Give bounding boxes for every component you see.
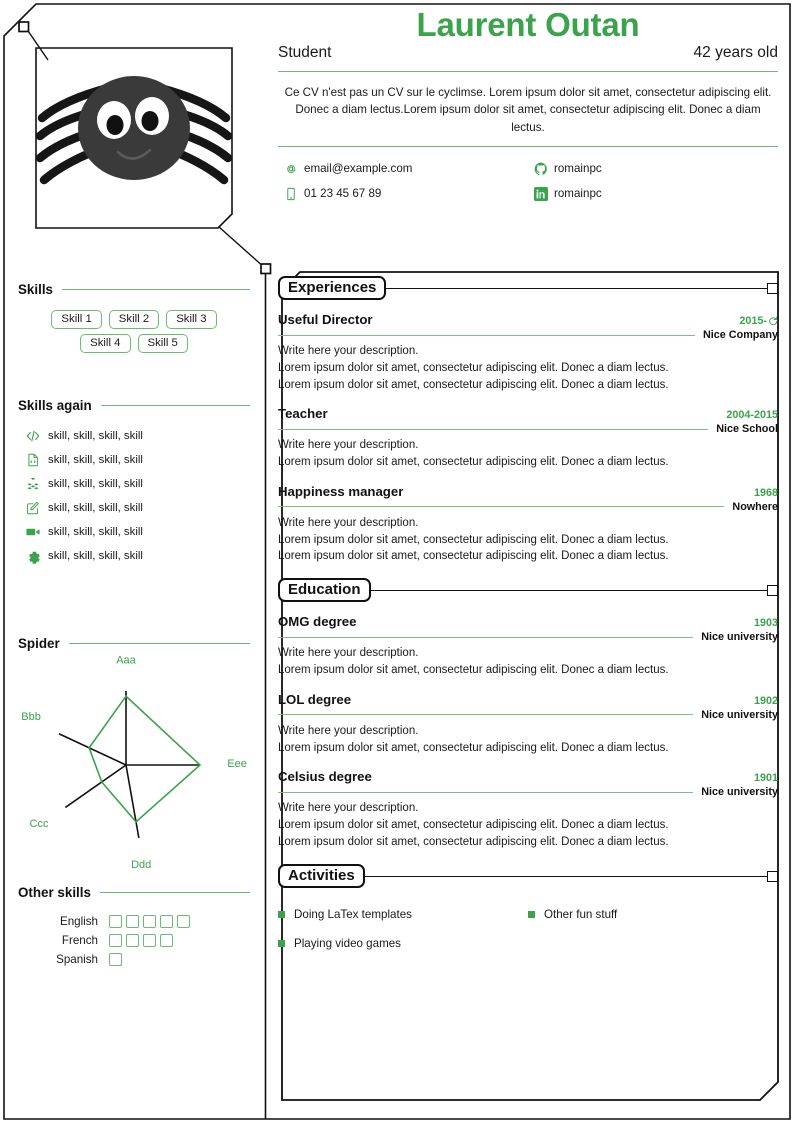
radar-axis-label: Ccc — [29, 818, 49, 831]
language-level-boxes — [109, 953, 122, 966]
section-knob — [767, 585, 778, 596]
cv-entry — [278, 312, 778, 393]
entry-rule — [278, 429, 708, 430]
spider-rule — [69, 643, 250, 644]
icon-skill-label: skill, skill, skill, skill — [48, 429, 143, 442]
entry-organization: Nice School — [716, 423, 778, 436]
cv-entry — [278, 769, 778, 850]
skills-again-section — [18, 398, 250, 564]
activity-label: Doing LaTex templates — [294, 907, 412, 921]
entry-description-line: Write here your description. — [278, 647, 419, 660]
role-label: Student — [278, 43, 332, 61]
entry-description-line: Lorem ipsum dolor sit amet, consectetur adipiscing elit. Donec a diam lectus. — [278, 533, 669, 546]
entry-org-row — [278, 631, 778, 643]
level-box — [160, 934, 173, 947]
entry-header — [278, 769, 778, 784]
icon-skill-label: skill, skill, skill, skill — [48, 549, 143, 562]
entry-org-row — [278, 329, 778, 341]
contact-item[interactable] — [278, 156, 528, 181]
entry-description-line: Write here your description. — [278, 724, 419, 737]
entry-header — [278, 484, 778, 499]
cv-entry — [278, 614, 778, 679]
radar-chart-svg — [18, 654, 250, 871]
language-levels — [18, 912, 250, 969]
entry-description-line: Lorem ipsum dolor sit amet, consectetur adipiscing elit. Donec a diam lectus. — [278, 456, 669, 469]
age-label: 42 years old — [693, 43, 778, 61]
skill-tag[interactable]: Skill 4 — [80, 334, 130, 353]
entry-organization: Nice university — [701, 786, 778, 799]
entry-description — [278, 723, 778, 757]
skills-section — [18, 282, 250, 353]
entry-title: Teacher — [278, 406, 328, 422]
icon-skill-item — [18, 499, 250, 516]
entry-description — [278, 437, 778, 471]
linkedin-icon — [528, 187, 554, 201]
contact-item[interactable] — [278, 181, 528, 206]
entry-organization: Nice university — [701, 708, 778, 721]
contact-item[interactable] — [528, 181, 778, 206]
entry-description-line: Lorem ipsum dolor sit amet, consectetur adipiscing elit. Donec a diam lectus. — [278, 835, 669, 848]
level-box — [143, 934, 156, 947]
icon-skill-item — [18, 523, 250, 540]
entry-header — [278, 312, 778, 327]
entry-description-line: Write here your description. — [278, 802, 419, 815]
radar-axis-label: Aaa — [116, 654, 136, 667]
contact-value: romainpc — [554, 162, 602, 176]
icon-skill-item — [18, 475, 250, 492]
skill-tag-row — [51, 310, 216, 329]
entry-description-line: Lorem ipsum dolor sit amet, consectetur adipiscing elit. Donec a diam lectus. — [278, 741, 669, 754]
entry-description-line: Lorem ipsum dolor sit amet, consectetur adipiscing elit. Donec a diam lectus. — [278, 361, 669, 374]
entry-date: 1903 — [753, 617, 778, 630]
skill-tag[interactable]: Skill 1 — [51, 310, 101, 329]
skills-again-rule — [101, 405, 250, 406]
entry-organization: Nice university — [701, 631, 778, 644]
divider-top — [278, 71, 778, 72]
entry-rule — [278, 335, 695, 336]
icon-skill-item — [18, 547, 250, 564]
section-title: Experiences — [278, 276, 386, 300]
level-box — [143, 915, 156, 928]
summary-text: Ce CV n'est pas un CV sur le cyclimse. Lorem ipsum dolor sit amet, consectetur adipiscing elit. Donec a diam lectus.Lorem ipsum dolor sit amet, consectetur adipiscing elit. Donec a diam lectus. — [284, 85, 772, 134]
level-box — [109, 915, 122, 928]
icon-skill-item — [18, 427, 250, 444]
entry-description — [278, 515, 778, 565]
entry-description-line: Write here your description. — [278, 439, 419, 452]
page-title: Laurent Outan — [416, 6, 640, 43]
bullet-square-icon — [528, 911, 535, 918]
main-content — [278, 276, 778, 958]
contact-value: 01 23 45 67 89 — [304, 187, 382, 201]
entry-description — [278, 800, 778, 850]
entry-description — [278, 343, 778, 393]
language-level-boxes — [109, 915, 190, 928]
entry-rule — [278, 792, 693, 793]
entry-title: Happiness manager — [278, 483, 404, 499]
spider-heading: Spider — [18, 636, 60, 651]
cv-entry — [278, 692, 778, 757]
activity-item — [278, 929, 528, 958]
skills-rule — [62, 289, 250, 290]
language-name: Spanish — [56, 953, 98, 966]
at-icon — [278, 162, 304, 176]
section-header — [278, 578, 778, 604]
icon-skill-label: skill, skill, skill, skill — [48, 477, 143, 490]
icon-skill-item — [18, 451, 250, 468]
contact-item[interactable] — [528, 156, 778, 181]
skill-tag[interactable]: Skill 5 — [138, 334, 188, 353]
cubes-icon — [18, 477, 48, 491]
section-knob — [767, 283, 778, 294]
radar-axis — [59, 734, 126, 765]
entry-description — [278, 645, 778, 679]
language-row — [18, 912, 250, 931]
gear-icon — [18, 549, 48, 563]
activities-list — [278, 900, 778, 958]
skill-tag[interactable]: Skill 2 — [109, 310, 159, 329]
section-title: Education — [278, 578, 371, 602]
entry-date: 2015- — [739, 315, 778, 327]
entry-header — [278, 406, 778, 421]
level-box — [126, 934, 139, 947]
video-camera-icon — [18, 525, 48, 539]
level-box — [177, 915, 190, 928]
icon-skill-list — [18, 427, 250, 564]
entry-org-row — [278, 786, 778, 798]
section-header — [278, 864, 778, 890]
entry-title: Useful Director — [278, 312, 373, 327]
entry-rule — [278, 506, 724, 507]
other-skills-rule — [100, 892, 250, 893]
language-level-boxes — [109, 934, 173, 947]
skills-heading: Skills — [18, 282, 53, 297]
entry-org-row — [278, 709, 778, 721]
level-box — [160, 915, 173, 928]
entry-date: 1901 — [753, 772, 778, 785]
language-name: French — [61, 934, 98, 947]
github-icon — [528, 162, 554, 176]
section-header — [278, 276, 778, 302]
bullet-square-icon — [278, 911, 285, 918]
header — [278, 8, 778, 206]
entry-description-line: Lorem ipsum dolor sit amet, consectetur adipiscing elit. Donec a diam lectus. — [278, 819, 669, 832]
entry-title: OMG degree — [278, 614, 357, 630]
contact-list — [278, 156, 778, 206]
language-row — [18, 931, 250, 950]
radar-axis-label: Ddd — [131, 858, 152, 871]
entry-description-line: Lorem ipsum dolor sit amet, consectetur adipiscing elit. Donec a diam lectus. — [278, 550, 669, 563]
skill-tag[interactable]: Skill 3 — [166, 310, 216, 329]
ongoing-icon — [768, 316, 778, 326]
spider-section — [18, 636, 250, 871]
entry-header — [278, 614, 778, 629]
entry-title: Celsius degree — [278, 769, 372, 785]
entry-date: 1902 — [753, 694, 778, 707]
bullet-square-icon — [278, 940, 285, 947]
radar-axis — [65, 765, 126, 807]
radar-axis-label: Bbb — [21, 711, 41, 724]
activity-label: Other fun stuff — [544, 907, 618, 921]
radar-axis-label: Eee — [227, 758, 247, 770]
contact-value: romainpc — [554, 187, 602, 201]
entry-description-line: Write here your description. — [278, 345, 419, 357]
radar-axis — [126, 765, 139, 838]
sidebar — [0, 0, 266, 1123]
entry-org-row — [278, 501, 778, 513]
entry-organization: Nice Company — [703, 329, 778, 341]
level-box — [109, 953, 122, 966]
entry-rule — [278, 637, 693, 638]
skill-tag-group — [18, 310, 250, 353]
activity-label: Playing video games — [294, 936, 401, 950]
entry-date: 1968 — [753, 486, 778, 499]
cv-entry — [278, 484, 778, 565]
section-knob — [767, 871, 778, 882]
level-box — [109, 934, 122, 947]
language-row — [18, 950, 250, 969]
cv-entry — [278, 406, 778, 471]
contact-value: email@example.com — [304, 162, 413, 176]
code-icon — [18, 429, 48, 443]
level-box — [126, 915, 139, 928]
skill-tag-row — [80, 334, 188, 353]
other-skills-section — [18, 885, 250, 969]
language-name: English — [59, 915, 98, 928]
icon-skill-label: skill, skill, skill, skill — [48, 453, 143, 466]
entry-organization: Nowhere — [732, 500, 778, 513]
entry-description-line: Write here your description. — [278, 516, 419, 529]
icon-skill-label: skill, skill, skill, skill — [48, 525, 143, 538]
entry-title: LOL degree — [278, 691, 352, 707]
activity-item — [278, 900, 528, 929]
mobile-phone-icon — [278, 187, 304, 201]
entry-description-line: Lorem ipsum dolor sit amet, consectetur adipiscing elit. Donec a diam lectus. — [278, 664, 669, 677]
divider-bottom — [278, 146, 778, 147]
radar-series-polygon — [89, 696, 200, 822]
icon-skill-label: skill, skill, skill, skill — [48, 501, 143, 514]
section-title: Activities — [278, 864, 365, 888]
entry-rule — [278, 714, 693, 715]
entry-header — [278, 692, 778, 707]
entry-date: 2004-2015 — [726, 409, 778, 422]
pen-square-icon — [18, 501, 48, 515]
skills-again-heading: Skills again — [18, 398, 92, 413]
file-code-icon — [18, 453, 48, 467]
entry-org-row — [278, 423, 778, 435]
entry-description-line: Lorem ipsum dolor sit amet, consectetur adipiscing elit. Donec a diam lectus. — [278, 378, 669, 391]
spider-chart — [18, 654, 250, 871]
other-skills-heading: Other skills — [18, 885, 91, 900]
activity-item — [528, 900, 778, 929]
